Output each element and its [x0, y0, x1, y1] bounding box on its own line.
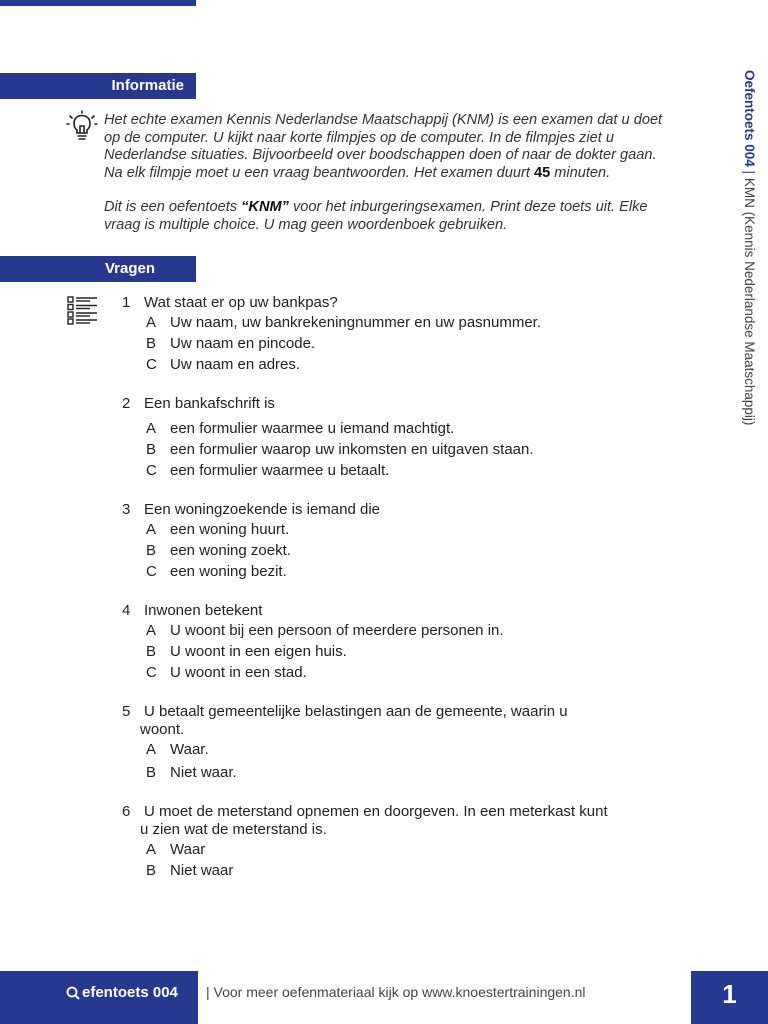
question-text: U betaalt gemeentelijke belastingen aan de gemeente, waarin u	[144, 703, 568, 720]
answer-option: C Uw naam en adres.	[146, 356, 301, 373]
answer-option: B U woont in een eigen huis.	[146, 643, 347, 660]
side-title-rest: KMN (Kennis Nederlandse Maatschappij)	[742, 177, 757, 426]
question-1	[122, 294, 662, 375]
page-number: 1	[691, 971, 768, 1024]
intro-paragraph-1: Het echte examen Kennis Nederlandse Maatschappij (KNM) is een examen dat u doet op de computer. U kijkt naar korte filmpjes op de computer. In de filmpjes ziet u Nederlandse situaties. Bijvoorbeeld over boodschappen doen of naar de dokter gaan. Na elk filmpje moet u een vraag beantwoorden. Het examen duurt 45 minuten.	[104, 112, 663, 181]
question-text: U moet de meterstand opnemen en doorgeven. In een meterkast kunt	[144, 803, 608, 820]
intro-text	[104, 112, 674, 252]
answer-option: C een woning bezit.	[146, 563, 287, 580]
question-number: 1	[122, 294, 131, 311]
question-number: 3	[122, 501, 131, 518]
answer-option: A een formulier waarmee u iemand machtigt.	[146, 420, 455, 437]
magnifier-icon	[66, 986, 80, 1000]
question-5	[122, 703, 662, 783]
question-2	[122, 395, 662, 481]
lightbulb-icon	[66, 110, 98, 142]
section-header-informatie: Informatie	[0, 73, 196, 99]
question-text: Wat staat er op uw bankpas?	[144, 294, 338, 311]
answer-option: C U woont in een stad.	[146, 664, 307, 681]
answer-option: A een woning huurt.	[146, 521, 290, 538]
question-text: Een bankafschrift is	[144, 395, 275, 412]
answer-option: A U woont bij een persoon of meerdere personen in.	[146, 622, 504, 639]
question-list	[122, 294, 662, 901]
top-accent-bar	[0, 0, 196, 6]
answer-option: B Niet waar	[146, 862, 234, 879]
footer-link-text: | Voor meer oefenmateriaal kijk op www.knoestertrainingen.nl	[206, 984, 586, 1000]
question-text-continued: woont.	[140, 721, 185, 738]
question-4	[122, 602, 662, 683]
answer-option: B Uw naam en pincode.	[146, 335, 316, 352]
question-text: Inwonen betekent	[144, 602, 263, 619]
section-header-vragen: Vragen	[0, 256, 196, 282]
answer-option: A Waar.	[146, 741, 209, 758]
question-number: 2	[122, 395, 131, 412]
question-number: 5	[122, 703, 131, 720]
answer-option: A Waar	[146, 841, 206, 858]
question-6	[122, 803, 662, 881]
answer-option: B Niet waar.	[146, 764, 237, 781]
knm-label: “KNM”	[241, 199, 289, 216]
answer-option: B een woning zoekt.	[146, 542, 291, 559]
question-number: 4	[122, 602, 131, 619]
question-number: 6	[122, 803, 131, 820]
intro-paragraph-2: Dit is een oefentoets “KNM” voor het inburgeringsexamen. Print deze toets uit. Elke vraag is multiple choice. U mag geen woordenboek gebruiken.	[104, 199, 648, 233]
answer-option: C een formulier waarmee u betaalt.	[146, 462, 390, 479]
side-title-strong: Oefentoets 004	[742, 70, 757, 167]
vertical-side-title: Oefentoets 004 | KMN (Kennis Nederlandse Maatschappij)	[742, 70, 757, 426]
answer-option: B een formulier waarop uw inkomsten en uitgaven staan.	[146, 441, 534, 458]
question-3	[122, 501, 662, 582]
exam-duration: 45	[533, 164, 551, 181]
question-text: Een woningzoekende is iemand die	[144, 501, 380, 518]
answer-option: A Uw naam, uw bankrekeningnummer en uw pasnummer.	[146, 314, 542, 331]
question-text-continued: u zien wat de meterstand is.	[140, 821, 327, 838]
checklist-icon	[66, 295, 100, 325]
footer-brand: efentoets 004	[0, 971, 198, 1024]
